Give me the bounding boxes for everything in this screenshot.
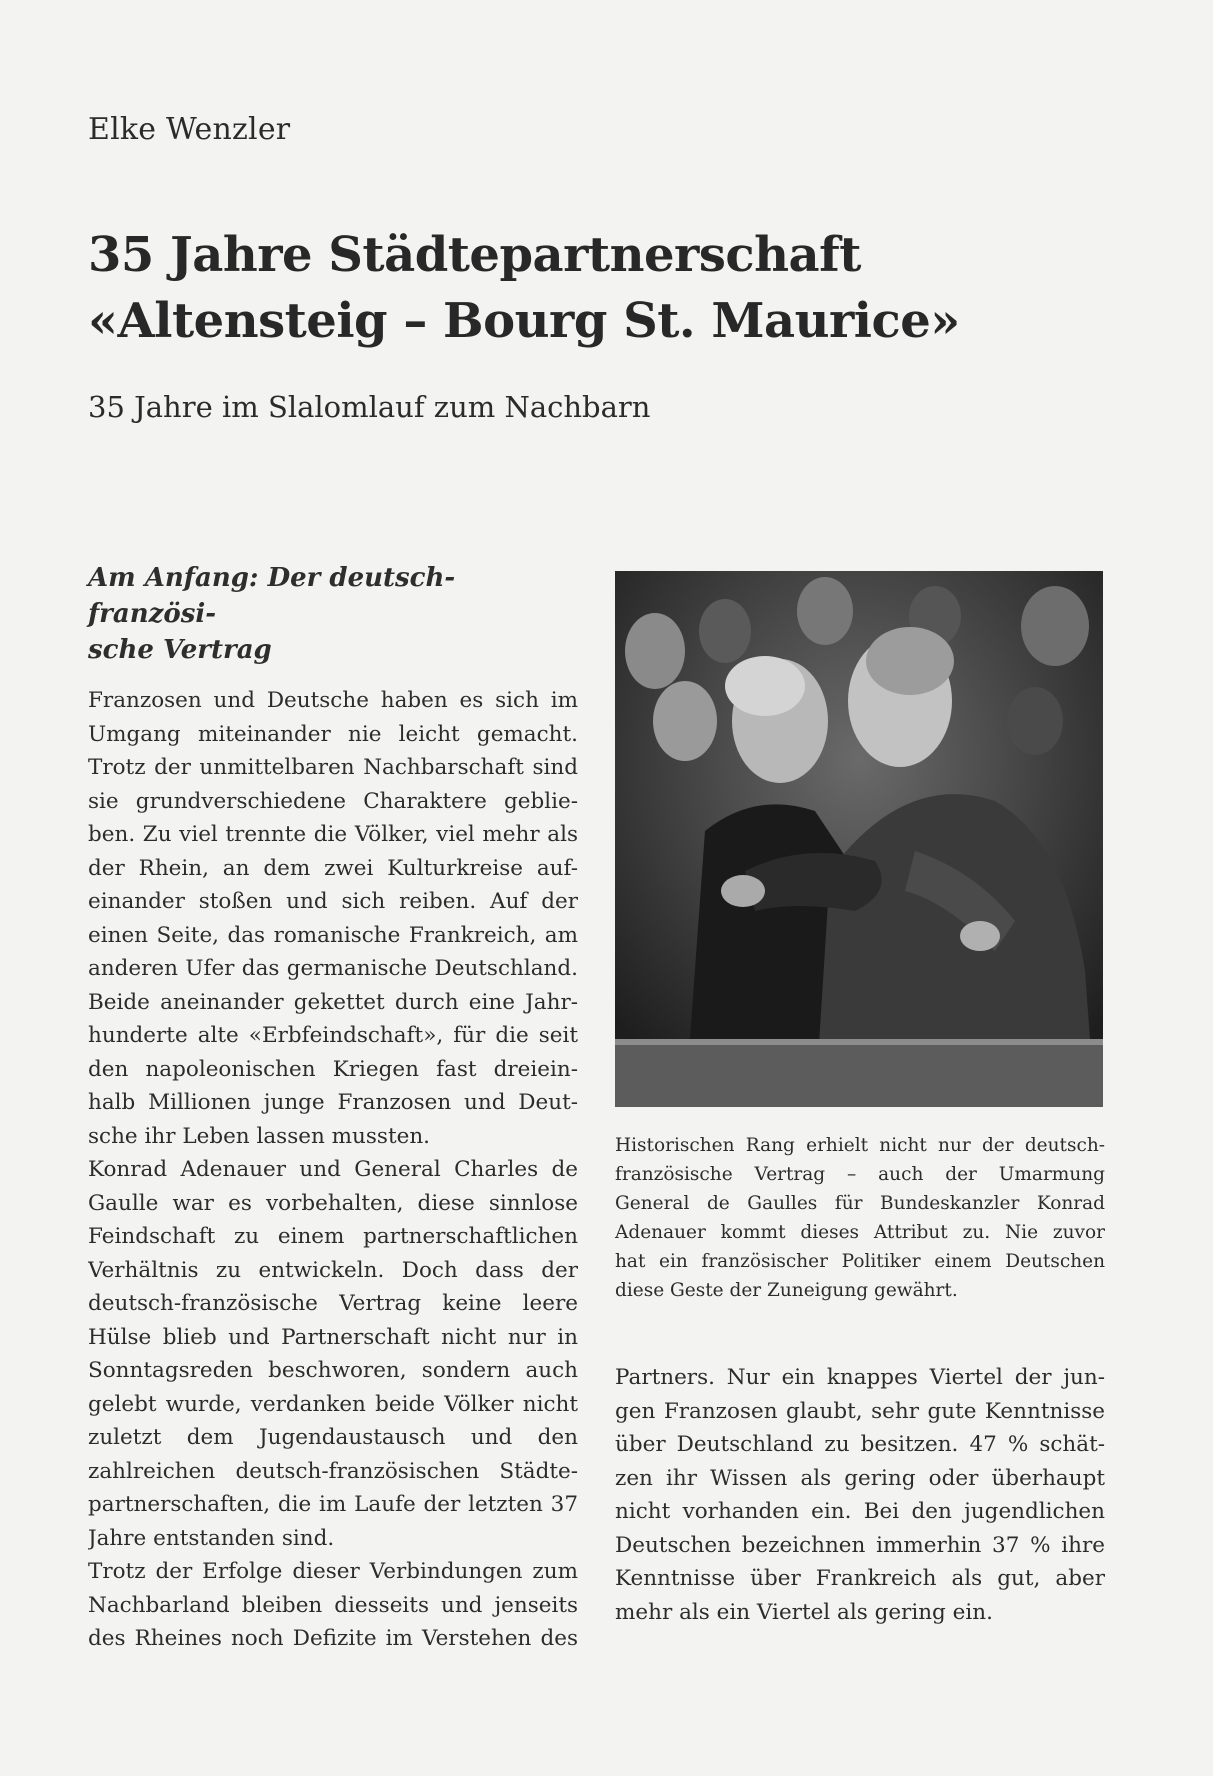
text-line: hunderte alte «Erbfeindschaft», für die seit bbox=[88, 1023, 578, 1048]
text-line: sie grundverschiedene Charaktere geblie- bbox=[88, 788, 578, 814]
text-line: zahlreichen deutsch-französischen Städte- bbox=[88, 1458, 578, 1484]
text-line: diese Geste der Zuneigung gewährt. bbox=[615, 1280, 958, 1301]
photo-caption bbox=[615, 1131, 1105, 1305]
section-heading-line-2: sche Vertrag bbox=[88, 635, 272, 665]
text-line: einen Seite, das romanische Frankreich, am bbox=[88, 922, 578, 948]
text-line: Gaulle war es vorbehalten, diese sinnlose bbox=[88, 1190, 578, 1216]
text-line: Adenauer kommt dieses Attribut zu. Nie zuvor bbox=[615, 1222, 1105, 1243]
text-line: Verhältnis zu entwickeln. Doch dass der bbox=[88, 1257, 578, 1283]
text-line: Nachbarland bleiben diesseits und jenseits bbox=[88, 1592, 578, 1618]
photo-illustration bbox=[615, 571, 1103, 1107]
text-line: den napoleonischen Kriegen fast dreiein- bbox=[88, 1056, 578, 1082]
text-line: ben. Zu viel trennte die Völker, viel mehr als bbox=[88, 822, 578, 847]
text-line: anderen Ufer das germanische Deutschland. bbox=[88, 956, 578, 981]
author-name: Elke Wenzler bbox=[88, 112, 291, 147]
text-line: einander stoßen und sich reiben. Auf der bbox=[88, 889, 578, 914]
text-line: zuletzt dem Jugendaustausch und den bbox=[88, 1425, 578, 1450]
text-line: Feindschaft zu einem partnerschaftlichen bbox=[88, 1224, 578, 1249]
text-line: Sonntagsreden beschworen, sondern auch bbox=[88, 1358, 578, 1383]
text-line: sche ihr Leben lassen mussten. bbox=[88, 1123, 430, 1149]
paragraph-4 bbox=[615, 1361, 1105, 1629]
text-line: Trotz der Erfolge dieser Verbindungen zum bbox=[88, 1559, 578, 1584]
historical-photo bbox=[615, 571, 1103, 1107]
text-line: gelebt wurde, verdanken beide Völker nicht bbox=[88, 1391, 578, 1417]
title-line-1: 35 Jahre Städtepartnerschaft bbox=[88, 227, 861, 283]
text-line: des Rheines noch Defizite im Verstehen des bbox=[88, 1626, 578, 1651]
text-line: Franzosen und Deutsche haben es sich im bbox=[88, 688, 578, 713]
text-line: gen Franzosen glaubt, sehr gute Kenntnisse bbox=[615, 1398, 1105, 1424]
text-line: Konrad Adenauer und General Charles de bbox=[88, 1157, 578, 1182]
text-line: über Deutschland zu besitzen. 47 % schät- bbox=[615, 1432, 1105, 1457]
text-line: hat ein französischer Politiker einem Deutschen bbox=[615, 1251, 1105, 1272]
right-column bbox=[615, 1361, 1105, 1629]
text-line: partnerschaften, die im Laufe der letzten 37 bbox=[88, 1492, 578, 1517]
section-heading-line-1: Am Anfang: Der deutsch-französi- bbox=[88, 563, 456, 629]
title-line-2: «Altensteig – Bourg St. Maurice» bbox=[88, 293, 960, 349]
text-line: deutsch-französische Vertrag keine leere bbox=[88, 1291, 578, 1316]
text-line: Kenntnisse über Frankreich als gut, aber bbox=[615, 1566, 1105, 1591]
text-line: französische Vertrag – auch der Umarmung bbox=[615, 1164, 1105, 1185]
text-line: zen ihr Wissen als gering oder überhaupt bbox=[615, 1465, 1105, 1491]
paragraph-3 bbox=[88, 1555, 578, 1656]
article-subtitle: 35 Jahre im Slalomlauf zum Nachbarn bbox=[88, 390, 651, 424]
text-line: Historischen Rang erhielt nicht nur der deutsch- bbox=[615, 1135, 1105, 1156]
text-line: General de Gaulles für Bundeskanzler Konrad bbox=[615, 1193, 1105, 1214]
text-line: der Rhein, an dem zwei Kulturkreise auf- bbox=[88, 855, 578, 881]
text-line: Trotz der unmittelbaren Nachbarschaft sind bbox=[88, 755, 578, 780]
text-line: Jahre entstanden sind. bbox=[88, 1525, 335, 1551]
text-line: nicht vorhanden ein. Bei den jugendlichen bbox=[615, 1499, 1105, 1524]
text-line: Partners. Nur ein knappes Viertel der jun- bbox=[615, 1365, 1105, 1390]
article-title bbox=[88, 222, 1138, 354]
paragraph-1 bbox=[88, 684, 578, 1153]
text-line: Beide aneinander gekettet durch eine Jahr- bbox=[88, 989, 578, 1015]
section-heading bbox=[88, 560, 578, 668]
text-line: mehr als ein Viertel als gering ein. bbox=[615, 1599, 993, 1625]
paragraph-2 bbox=[88, 1153, 578, 1555]
text-line: Deutschen bezeichnen immerhin 37 % ihre bbox=[615, 1532, 1105, 1558]
text-line: halb Millionen junge Franzosen und Deut- bbox=[88, 1090, 578, 1115]
left-column bbox=[88, 560, 578, 1656]
text-line: Umgang miteinander nie leicht gemacht. bbox=[88, 721, 578, 747]
text-line: Hülse blieb und Partnerschaft nicht nur in bbox=[88, 1324, 578, 1350]
